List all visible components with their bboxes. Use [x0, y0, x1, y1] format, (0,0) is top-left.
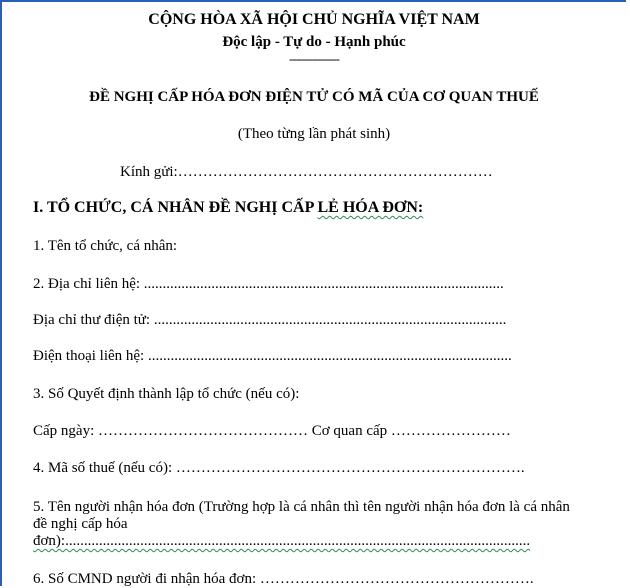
section-heading: [33, 199, 423, 217]
motto: Độc lập - Tự do - Hạnh phúc: [222, 34, 406, 50]
field-issue-date: Cấp ngày: …………………………………… Cơ quan cấp ……………………: [33, 423, 511, 439]
field-email: Địa chỉ thư điện tử: ..............................................................................................: [33, 312, 507, 328]
section-heading-prefix: I. TỔ CHỨC, CÁ NHÂN ĐỀ NGHỊ CẤP: [33, 199, 318, 216]
field-receiver-name-main: 5. Tên người nhận hóa đơn (Trường hợp là cá nhân thì tên người nhận hóa đơn là cá nhân đề nghị cấp hóa: [33, 499, 570, 532]
field-org-name: 1. Tên tổ chức, cá nhân:: [33, 238, 178, 254]
country-header: CỘNG HÒA XÃ HỘI CHỦ NGHĨA VIỆT NAM: [148, 11, 480, 28]
field-decision-number: 3. Số Quyết định thành lập tổ chức (nếu có):: [33, 386, 300, 402]
field-receiver-name-tail: đơn):............................................................................................................................: [33, 533, 531, 549]
recipient-line: Kính gửi:………………………………………………………: [120, 164, 493, 180]
form-subtitle: (Theo từng lần phát sinh): [237, 126, 391, 142]
form-title: ĐỀ NGHỊ CẤP HÓA ĐƠN ĐIỆN TỬ CÓ MÃ CỦA CƠ QUAN THUẾ: [89, 89, 539, 105]
section-heading-suffix: LẺ HÓA ĐƠN:: [317, 199, 424, 216]
field-address: 2. Địa chỉ liên hệ: ................................................................................................: [33, 276, 504, 292]
field-phone: Điện thoại liên hệ: .................................................................................................: [33, 348, 512, 364]
header-divider: ---------------: [289, 51, 339, 66]
field-receiver-name: [33, 499, 578, 550]
field-id-number: 6. Số CMND người đi nhận hóa đơn: ……………………………………………….: [33, 571, 534, 586]
field-tax-code: 4. Mã số thuế (nếu có): …………………………………………………………….: [33, 460, 525, 476]
